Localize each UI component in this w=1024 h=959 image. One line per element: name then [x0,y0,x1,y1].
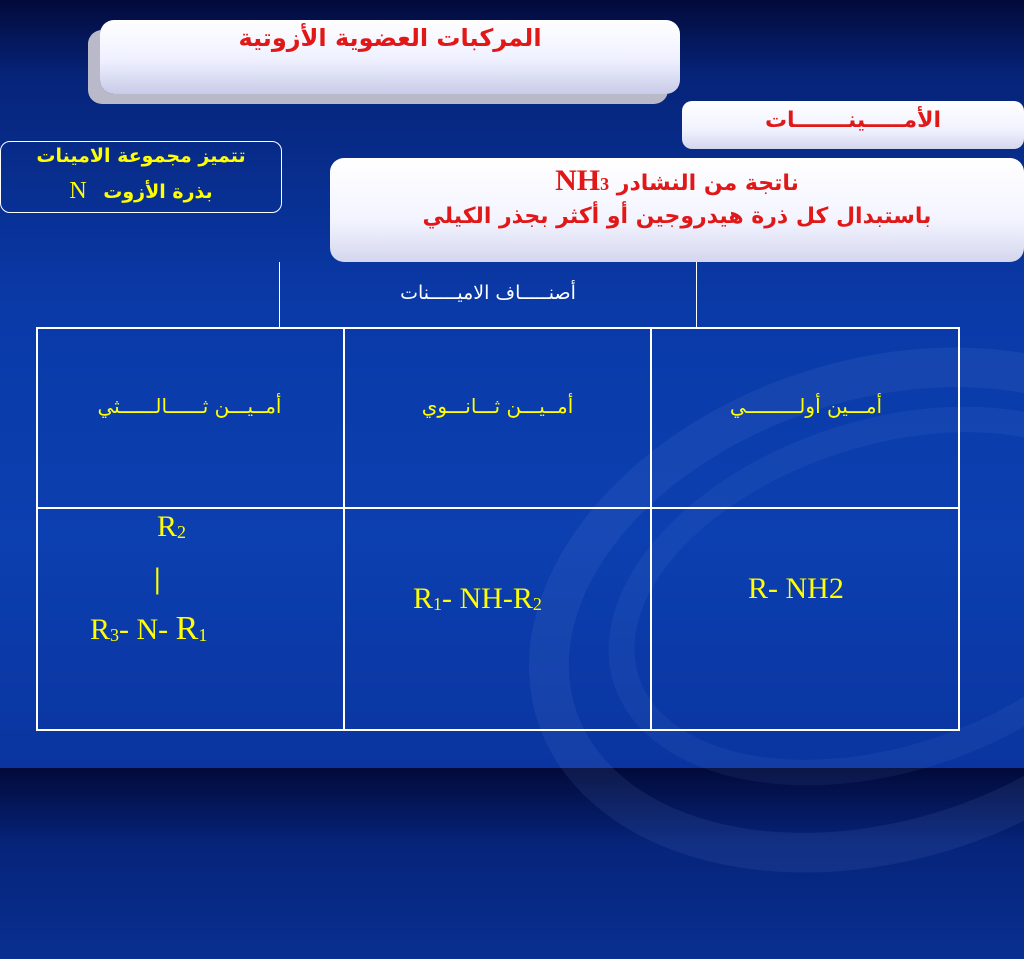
classes-label: أصنـــــاف الاميـــــنات [400,282,576,304]
ammonia-subscript: 3 [600,174,610,194]
tertiary-middle: - N- [119,613,176,646]
tertiary-r1: R [175,610,199,647]
table-row-divider [36,507,960,509]
definition-prefix: ناتجة من النشادر [616,171,799,196]
tertiary-r1-sub: 1 [198,625,208,645]
slide-title: المركبات العضوية الأزوتية [238,24,542,52]
secondary-mid: - NH-R [442,582,533,615]
note-line-2 [0,178,282,205]
secondary-r1: R [413,582,434,615]
ammonia-formula [555,164,609,197]
formula-tertiary-main [90,610,207,648]
header-secondary: أمــيـــن ثـــانـــوي [421,394,574,418]
header-primary: أمـــين أولـــــــــي [729,394,883,418]
formula-primary: R- NH2 [748,572,844,605]
definition-line-2: باستبدال كل ذرة هيدروجين أو أكثر بجذر الكيلي [422,204,932,229]
formula-tertiary-bond: | [154,562,161,595]
tertiary-top-r: R [157,510,178,543]
secondary-r2-sub: 2 [532,594,542,614]
definition-line-1 [330,164,1024,198]
section-heading: الأمـــــينـــــــات [764,108,942,133]
note-line-2-text: بذرة الأزوت [103,181,213,203]
nitrogen-symbol: N [69,178,87,204]
tertiary-top-sub: 2 [177,522,187,542]
table-divider-2 [650,327,652,731]
formula-secondary [413,582,542,616]
formula-tertiary-top [157,510,186,544]
tertiary-r3-sub: 3 [110,625,120,645]
tertiary-r3: R [90,613,111,646]
note-line-1: تتميز مجموعة الامينات [36,145,246,167]
table-divider-1 [343,327,345,731]
header-tertiary: أمــيـــن ثــــــالــــــثي [97,394,282,418]
ammonia-text: NH [555,164,601,197]
secondary-r1-sub: 1 [433,594,443,614]
